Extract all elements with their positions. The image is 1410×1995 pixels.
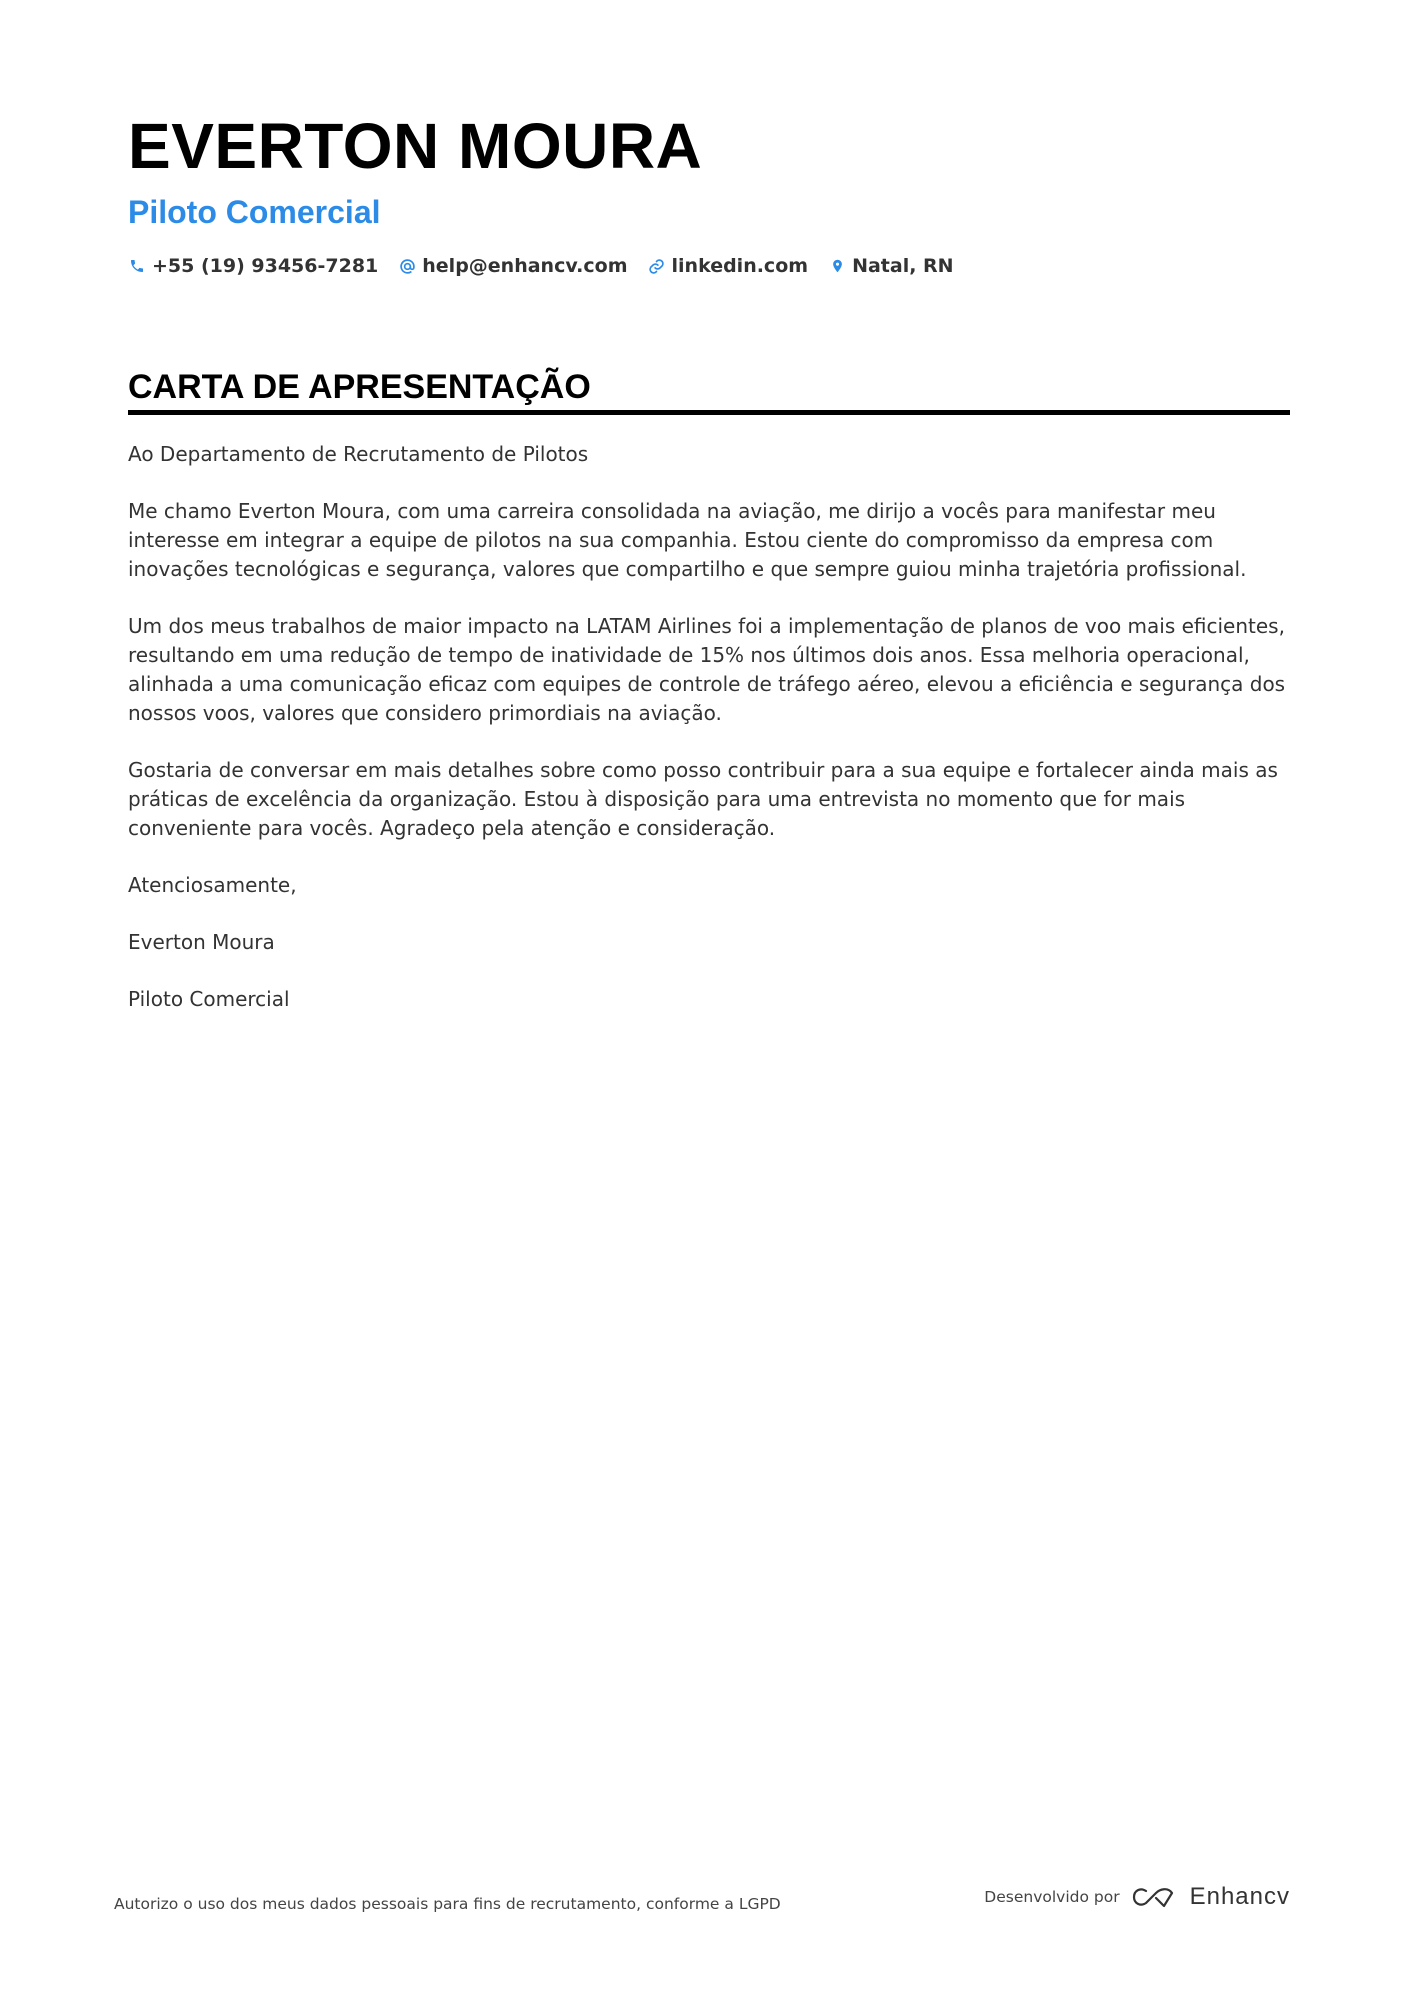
signature-role: Piloto Comercial	[128, 987, 290, 1011]
contact-info	[128, 254, 1290, 278]
contact-location	[828, 254, 954, 278]
footer-branding[interactable]	[984, 1884, 1290, 1910]
location-pin-icon	[828, 257, 846, 275]
candidate-name: EVERTON MOURA	[128, 110, 703, 182]
contact-phone	[128, 254, 378, 278]
contact-linkedin[interactable]	[648, 254, 809, 278]
phone-icon	[128, 257, 146, 275]
section-title: CARTA DE APRESENTAÇÃO	[128, 366, 1290, 415]
powered-by-text: Desenvolvido por	[984, 1888, 1120, 1906]
signature-name: Everton Moura	[128, 930, 275, 954]
header	[128, 108, 1290, 278]
letter-closing: Atenciosamente,	[128, 873, 297, 897]
linkedin-text: linkedin.com	[671, 255, 809, 277]
footer-consent: Autorizo o uso dos meus dados pessoais para fins de recrutamento, conforme a LGPD	[114, 1895, 781, 1913]
candidate-role: Piloto Comercial	[128, 194, 381, 230]
letter-paragraph: Gostaria de conversar em mais detalhes sobre como posso contribuir para a sua equipe e fortalecer ainda mais as práticas de excelência da organização. Estou à disposição para uma entrevista no momento que for mais conveniente para vocês. Agradeço pela atenção e consideração.	[128, 758, 1278, 840]
letter-paragraph: Um dos meus trabalhos de maior impacto na LATAM Airlines foi a implementação de planos de voo mais eficientes, resultando em uma redução de tempo de inatividade de 15% nos últimos dois anos. Essa melhoria operacional, alinhada a uma comunicação eficaz com equipes de controle de tráfego aéreo, elevou a eficiência e segurança dos nossos voos, valores que considero primordiais na aviação.	[128, 614, 1286, 725]
phone-text: +55 (19) 93456-7281	[152, 255, 379, 277]
letter-paragraph: Me chamo Everton Moura, com uma carreira consolidada na aviação, me dirijo a vocês para manifestar meu interesse em integrar a equipe de pilotos na sua companhia. Estou ciente do compromisso da empresa com inovações tecnológicas e segurança, valores que compartilho e que sempre guiou minha trajetória profissional.	[128, 499, 1247, 581]
letter-body	[128, 440, 1298, 1042]
at-icon	[398, 257, 416, 275]
letter-salutation: Ao Departamento de Recrutamento de Pilotos	[128, 442, 589, 466]
email-text: help@enhancv.com	[422, 255, 628, 277]
enhancv-logo-icon	[1132, 1884, 1178, 1910]
link-icon	[648, 257, 666, 275]
brand-name: Enhancv	[1189, 1883, 1290, 1910]
contact-email[interactable]	[398, 254, 627, 278]
location-text: Natal, RN	[852, 255, 954, 277]
